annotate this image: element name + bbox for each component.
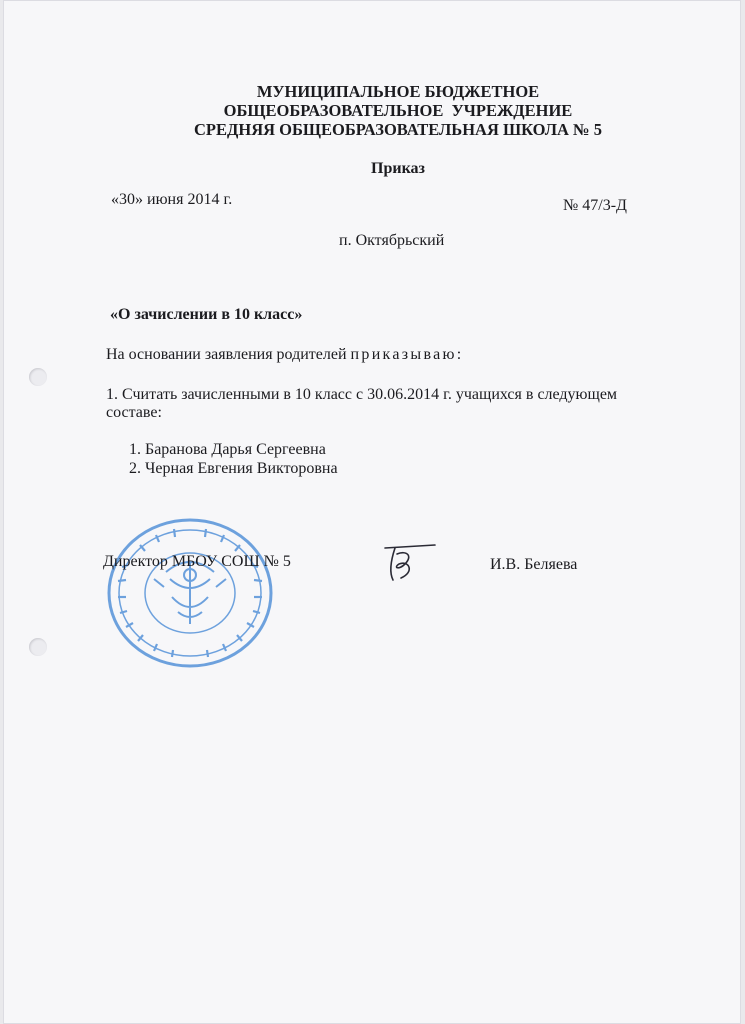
student-item: 1. Баранова Дарья Сергеевна — [145, 440, 338, 459]
handwritten-signature-icon — [383, 542, 439, 584]
student-item: 2. Черная Евгения Викторовна — [145, 459, 338, 478]
header-line-1: МУНИЦИПАЛЬНОЕ БЮДЖЕТНОЕ — [256, 82, 540, 101]
student-list — [105, 440, 338, 478]
punch-hole-top — [29, 368, 47, 386]
order-title: Приказ — [371, 160, 425, 177]
order-place: п. Октябрьский — [339, 232, 445, 249]
basis-text: На основании заявления родителей — [106, 346, 351, 363]
order-basis — [106, 346, 464, 364]
header-line-3: СРЕДНЯЯ ОБЩЕОБРАЗОВАТЕЛЬНАЯ ШКОЛА № 5 — [194, 120, 602, 139]
order-point-1: 1. Считать зачисленными в 10 класс с 30.06.2014 г. учащихся в следующем составе: — [106, 386, 618, 421]
basis-command: приказываю: — [350, 346, 464, 363]
round-stamp-icon — [106, 517, 274, 669]
order-date: «30» июня 2014 г. — [111, 191, 233, 208]
order-subject: «О зачислении в 10 класс» — [110, 306, 303, 323]
director-name: И.В. Беляева — [490, 556, 578, 573]
header-line-2: ОБЩЕОБРАЗОВАТЕЛЬНОЕ УЧРЕЖДЕНИЕ — [223, 101, 573, 120]
order-number: № 47/3-Д — [563, 197, 627, 214]
school-header — [3, 82, 745, 139]
punch-hole-bottom — [29, 638, 47, 656]
document-page — [3, 0, 741, 1024]
director-title: Директор МБОУ СОШ № 5 — [103, 553, 291, 570]
